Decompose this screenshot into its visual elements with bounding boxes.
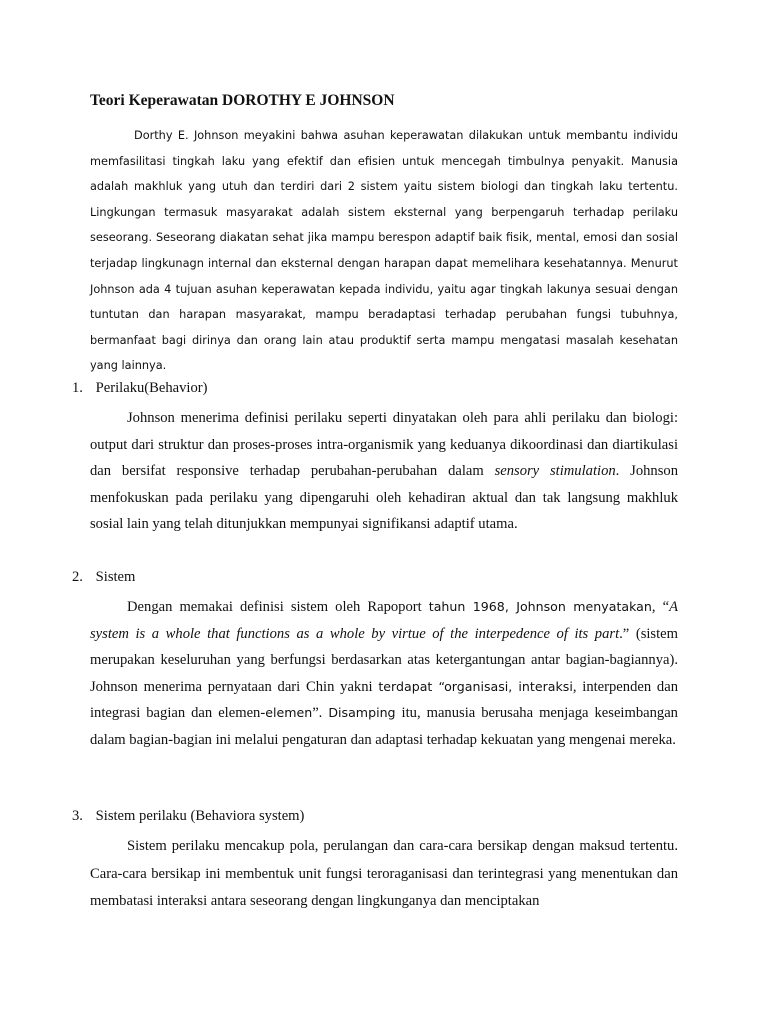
section-number: 3.	[72, 808, 83, 824]
section-3-paragraph: Sistem perilaku mencakup pola, perulangan dan cara-cara bersikap dengan maksud tertentu. Cara-cara bersikap ini membentuk unit fungsi teroraganisasi dan terintegrasi yang menentukan dan membatasi interaksi antara seseorang dengan lingkunganya dan menciptakan	[90, 838, 678, 909]
section-number: 2.	[72, 569, 83, 585]
text-run: elemen	[265, 705, 313, 721]
text-run: , “	[651, 599, 670, 615]
intro-paragraph: Dorthy E. Johnson meyakini bahwa asuhan keperawatan dilakukan untuk membantu individu memfasilitasi tingkah laku yang efektif dan efisien untuk mencegah timbulnya penyakit. Manusia adalah makhluk yang utuh dan terdiri dari 2 sistem yaitu sistem biologi dan tingkah laku tertentu. Lingkungan termasuk masyarakat adalah sistem eksternal yang berpengaruh terhadap perilaku seseorang. Seseorang diakatan sehat jika mampu berespon adaptif baik fisik, mental, emosi dan sosial terjadap lingkunagn internal dan eksternal dengan harapan dapat memelihara kesehatannya. Menurut Johnson ada 4 tujuan asuhan keperawatan kepada individu, yaitu agar tingkah lakunya sesuai dengan tuntutan dan harapan masyarakat, mampu beradaptasi terhadap perubahan fungsi tubuhnya, bermanfaat bagi dirinya dan orang lain atau produktif serta mampu mengatasi masalah kesehatan yang lainnya.	[90, 129, 678, 373]
section-1-paragraph	[90, 405, 678, 538]
document-title: Teori Keperawatan DOROTHY E JOHNSON	[90, 92, 395, 109]
section-title: Sistem	[95, 569, 136, 585]
italic-term: sensory stimulation	[494, 463, 616, 480]
section-title: Perilaku(Behavior)	[95, 380, 208, 396]
text-run: , interpenden dan integrasi bagian dan elemen-	[90, 678, 678, 722]
text-run: . Johnson menfokuskan pada perilaku yang dipengaruhi oleh kehadiran aktual dan tak langsung makhluk sosial lain yang telah ditunjukkan mempunyai signifikansi adaptif utama.	[90, 463, 678, 533]
section-title: Sistem perilaku (Behaviora system)	[95, 808, 305, 824]
text-run: itu, manusia berusaha menjaga keseimbangan dalam bagian-bagian ini melalui pengaturan dan adaptasi terhadap kekuatan yang mengenai mereka.	[90, 705, 678, 748]
section-heading-1	[72, 380, 208, 397]
section-heading-3	[72, 808, 304, 825]
text-run: tahun 1968, Johnson menyatakan	[428, 599, 652, 614]
section-heading-2	[72, 569, 135, 586]
text-run: ”.	[312, 705, 329, 722]
section-2-paragraph	[90, 594, 678, 754]
text-run: Johnson menerima definisi perilaku seperti dinyatakan oleh para ahli perilaku dan biologi: output dari struktur dan proses-proses intra-organismik yang keduanya dikoordinasi dan diartikulasi dan bersifat responsive terhadap perubahan-perubahan dalam	[90, 410, 678, 480]
italic-quote: A system is a whole that functions as a whole by virtue of the interpedence of its part	[90, 599, 678, 642]
text-run: Dengan memakai definisi sistem oleh Rapoport	[127, 599, 429, 615]
text-run: terdapat “organisasi, interaksi	[378, 678, 573, 694]
text-run: .” (sistem merupakan keseluruhan yang berfungsi berdasarkan atas ketergantungan antar bagian-bagiannya). Johnson menerima pernyataan dari Chin yakni	[90, 625, 678, 695]
text-run: Disamping	[328, 705, 396, 721]
section-number: 1.	[72, 380, 83, 396]
